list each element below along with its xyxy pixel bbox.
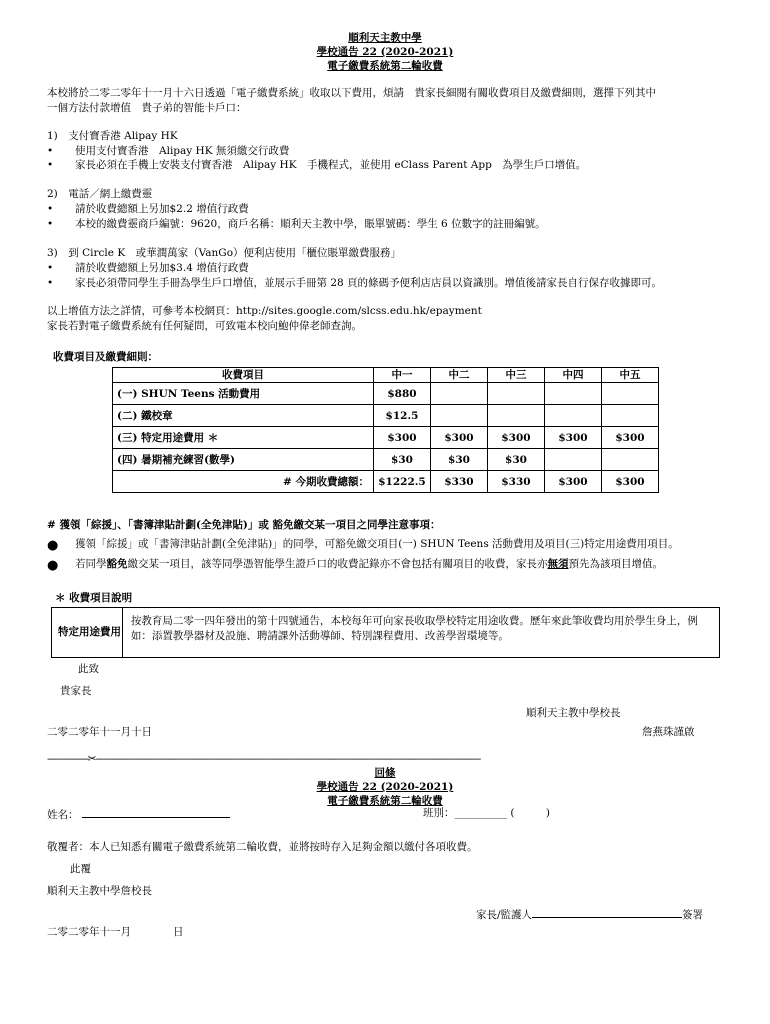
method-1-bullet-1 <box>47 144 290 158</box>
intro-line-1: 本校將於二零二零年十一月十六日透過「電子繳費系統」收取以下費用，煩請 貴家長細閱有關收費項目及繳費細則，選擇下列其中 <box>47 87 656 99</box>
class-field[interactable]: 班別：__________ ( ) <box>423 807 551 819</box>
bullet-icon: • <box>47 218 54 230</box>
method-2-bullet-2 <box>47 217 546 231</box>
parent-signature-field[interactable] <box>476 906 703 922</box>
closing-recipient: 貴家長 <box>60 685 92 697</box>
method-3-title: 3) 到 Circle K 或華潤萬家（VanGo）便利店使用「櫃位賬單繳費服務」 <box>47 247 402 259</box>
reply-subject: 電子繳費系統第二輪收費 <box>327 795 443 807</box>
fee-cell <box>431 383 488 405</box>
fee-cell: $300 <box>488 427 545 449</box>
reply-statement: 敬覆者：本人已知悉有關電子繳費系統第二輪收費，並將按時存入足夠金額以繳付各項收費。 <box>47 841 478 853</box>
total-label: # 今期收費總額： <box>113 471 374 493</box>
total-cell: $330 <box>488 471 545 493</box>
reply-title: 回條 <box>374 767 396 779</box>
signer-name: 詹燕珠謹啟 <box>642 726 695 738</box>
notes-heading: # 獲領「綜援」、「書簿津貼計劃(全免津貼)」或 豁免繳交某一項目之同學注意事項： <box>47 519 441 531</box>
notice-number: 學校通告 22 (2020-2021) <box>316 46 454 58</box>
method-1-bullet-2 <box>47 158 587 172</box>
explanation-heading: ＊ 收費項目說明 <box>55 592 133 604</box>
fee-table <box>112 367 659 493</box>
bullet-text: 請於收費總額上另加$2.2 增值行政費 <box>75 203 249 215</box>
fee-cell <box>431 405 488 427</box>
bullet-text: 家長必須帶同學生手冊為學生戶口增值，並展示手冊第 28 頁的條碼予便利店店員以資識別。增值後請家長自行保存收據即可。 <box>75 277 663 289</box>
method-3-bullet-2 <box>47 276 663 290</box>
method-1-title: 1) 支付寶香港 Alipay HK <box>47 130 178 142</box>
reply-to: 順利天主教中學詹校長 <box>47 885 152 897</box>
fee-cell <box>545 405 602 427</box>
explanation-key: 特定用途費用 <box>52 608 123 657</box>
name-blank[interactable] <box>82 806 230 818</box>
total-cell: $1222.5 <box>374 471 431 493</box>
column-header: 中二 <box>431 368 488 383</box>
notes-bullet-2 <box>47 557 663 575</box>
fee-cell <box>545 449 602 471</box>
method-3-bullet-1 <box>47 261 249 275</box>
website-line: 以上增值方法之詳情，可參考本校網頁：http://sites.google.com/slcss.edu.hk/epayment <box>47 305 482 317</box>
bullet-icon: • <box>47 262 54 274</box>
table-row <box>113 405 659 427</box>
fee-cell: $30 <box>488 449 545 471</box>
fee-cell: $300 <box>545 427 602 449</box>
signature-blank[interactable] <box>532 906 682 918</box>
fee-cell <box>488 405 545 427</box>
bullet-icon: ● <box>47 538 59 553</box>
reply-notice: 學校通告 22 (2020-2021) <box>316 781 454 793</box>
fee-cell <box>602 383 659 405</box>
table-row <box>113 449 659 471</box>
bullet-icon: • <box>47 203 54 215</box>
bullet-text: 本校的繳費靈商戶編號：9620，商戶名稱：順利天主教中學，賬單號碼：學生 6 位數字的註冊編號。 <box>75 218 546 230</box>
notice-subject: 電子繳費系統第二輪收費 <box>327 60 443 72</box>
explanation-box <box>51 607 720 658</box>
fee-cell <box>602 405 659 427</box>
fee-cell: $880 <box>374 383 431 405</box>
reply-cifu: 此覆 <box>70 863 91 875</box>
enquiry-line: 家長若對電子繳費系統有任何疑問，可致電本校向鮑仲偉老師查詢。 <box>47 320 362 332</box>
intro-line-2: 一個方法付款增值 貴子弟的智能卡戶口： <box>47 102 247 114</box>
fee-cell: $30 <box>374 449 431 471</box>
bullet-text: 使用支付寶香港 Alipay HK 無須繳交行政費 <box>75 145 290 157</box>
fee-cell: $300 <box>431 427 488 449</box>
total-cell: $300 <box>602 471 659 493</box>
column-header: 收費項目 <box>113 368 374 383</box>
fee-heading: 收費項目及繳費細則： <box>53 351 158 363</box>
bullet-text: 獲領「綜援」或「書簿津貼計劃(全免津貼)」的同學，可豁免繳交項目(一) SHUN Teens 活動費用及項目(三)特定用途費用項目。 <box>75 538 679 550</box>
fee-item-name: (三) 特定用途費用 ＊ <box>113 427 374 449</box>
notes-bullet-1 <box>47 537 679 555</box>
column-header: 中四 <box>545 368 602 383</box>
fee-cell <box>602 449 659 471</box>
name-field[interactable] <box>47 806 230 822</box>
total-cell: $300 <box>545 471 602 493</box>
table-header-row <box>113 368 659 383</box>
cut-line: ----------------✂------------------------------------------------------------------------------------------------------------------------------------------------------- <box>47 753 481 765</box>
signer-title: 順利天主教中學校長 <box>526 707 621 719</box>
reply-date[interactable]: 二零二零年十一月 日 <box>47 926 184 938</box>
fee-cell: $300 <box>602 427 659 449</box>
explanation-text: 按教育局二零一四年發出的第十四號通告，本校每年可向家長收取學校特定用途收費。歷年來此筆收費均用於學生身上，例如：添置教學器材及設施、聘請課外活動導師、特別課程費用、改善學習環境等。 <box>130 615 698 643</box>
table-row <box>113 427 659 449</box>
fee-cell <box>545 383 602 405</box>
fee-item-name: (二) 鐵校章 <box>113 405 374 427</box>
total-cell: $330 <box>431 471 488 493</box>
sign-suffix: 簽署 <box>682 909 704 921</box>
fee-cell: $12.5 <box>374 405 431 427</box>
bullet-icon: • <box>47 145 54 157</box>
table-row <box>113 383 659 405</box>
fee-item-name: (四) 暑期補充練習(數學) <box>113 449 374 471</box>
fee-item-name: (一) SHUN Teens 活動費用 <box>113 383 374 405</box>
parent-sign-label: 家長/監護人 <box>476 909 533 921</box>
table-total-row <box>113 471 659 493</box>
bullet-text: 若同學豁免繳交某一項目，該等同學憑智能學生證戶口的收費記錄亦不會包括有關項目的收費，家長亦無須預先為該項目增值。 <box>75 558 663 570</box>
bullet-text: 請於收費總額上另加$3.4 增值行政費 <box>75 262 249 274</box>
fee-cell <box>488 383 545 405</box>
school-name: 順利天主教中學 <box>348 32 422 44</box>
column-header: 中一 <box>374 368 431 383</box>
closing-cizhi: 此致 <box>78 663 99 675</box>
bullet-text: 家長必須在手機上安裝支付寶香港 Alipay HK 手機程式，並使用 eClass Parent App 為學生戶口增值。 <box>75 159 587 171</box>
bullet-icon: • <box>47 159 54 171</box>
method-2-bullet-1 <box>47 202 249 216</box>
notice-date: 二零二零年十一月十日 <box>47 726 152 738</box>
bullet-icon: • <box>47 277 54 289</box>
fee-cell: $300 <box>374 427 431 449</box>
method-2-title: 2) 電話／網上繳費靈 <box>47 188 153 200</box>
bullet-icon: ● <box>47 558 59 573</box>
fee-cell: $30 <box>431 449 488 471</box>
name-label: 姓名： <box>47 809 79 821</box>
column-header: 中五 <box>602 368 659 383</box>
column-header: 中三 <box>488 368 545 383</box>
